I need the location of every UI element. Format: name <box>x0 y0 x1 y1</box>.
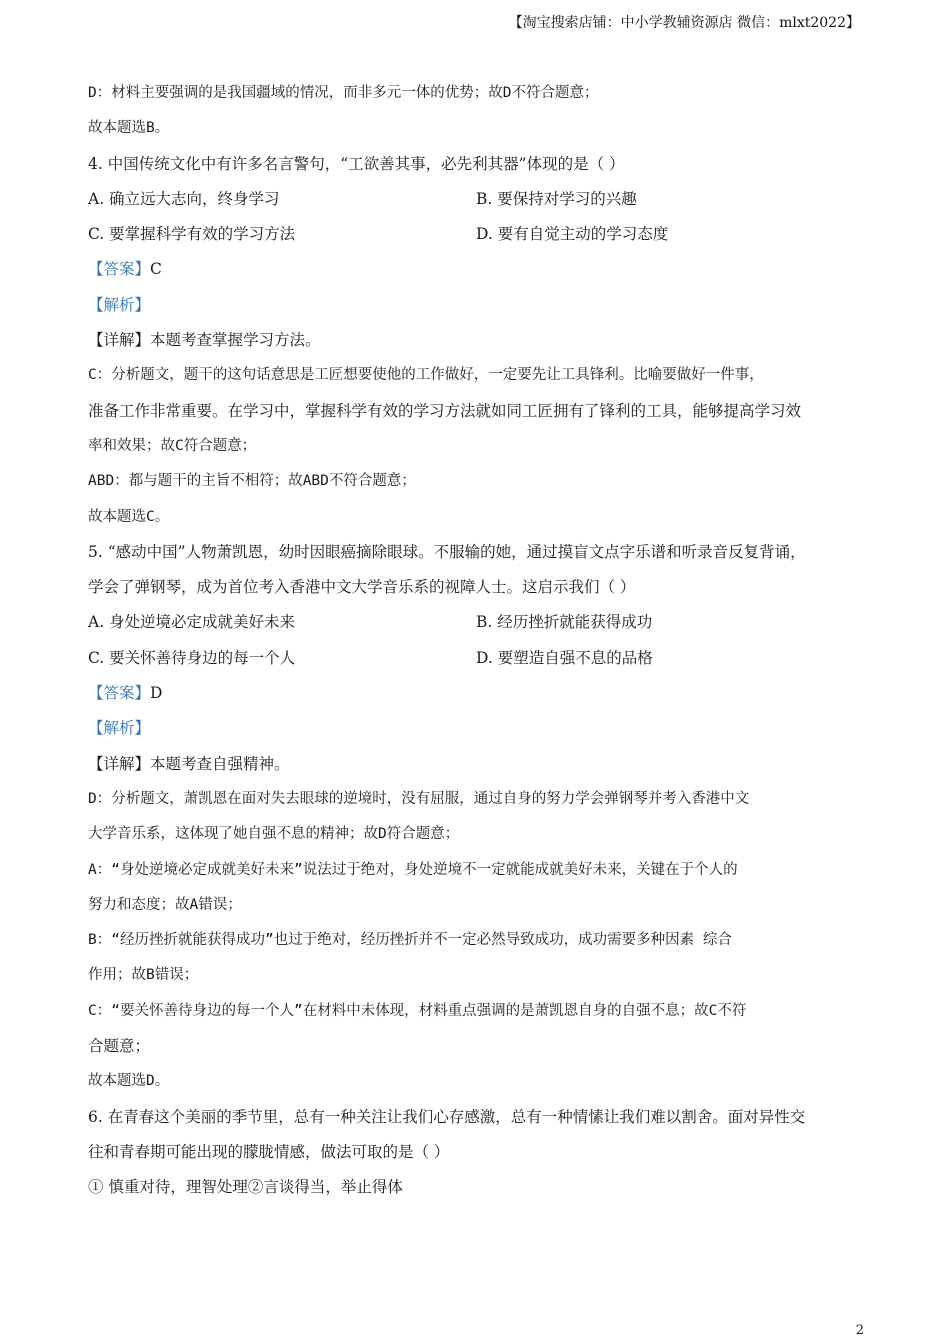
detail-text: 本题考查掌握学习方法。 <box>150 331 321 350</box>
explanation-line: A：“身处逆境必定成就美好未来”说法过于绝对，身处逆境不一定就能成就美好未来，关键在于个人的 <box>88 861 738 878</box>
page-header: 【淘宝搜索店铺：中小学教辅资源店 微信：mlxt2022】 <box>508 15 860 31</box>
answer-line <box>88 676 868 711</box>
option-b: B. 要保持对学习的兴趣 <box>476 189 637 208</box>
text-line: D：材料主要强调的是我国疆域的情况，而非多元一体的优势；故D不符合题意； <box>88 85 599 101</box>
question-5-options-row-2 <box>88 641 868 676</box>
answer-line <box>88 252 868 287</box>
explanation-line: 大学音乐系，这体现了她自强不息的精神；故D符合题意； <box>88 826 460 843</box>
analysis-label: 【解析】 <box>88 719 151 738</box>
detail-line <box>88 747 868 782</box>
explanation-line: C：“要关怀善待身边的每一个人”在材料中未体现，材料重点强调的是萧凯恩自身的自强不息；故C不符 <box>88 1002 747 1019</box>
option-d: D. 要有自觉主动的学习态度 <box>476 225 669 244</box>
question-6-statements: ① 慎重对待，理智处理②言谈得当，举止得体 <box>88 1178 403 1197</box>
question-4-options-row-1 <box>88 182 868 217</box>
option-b: B. 经历挫折就能获得成功 <box>476 613 653 632</box>
answer-value: C <box>150 260 162 279</box>
question-4-stem: 4. 中国传统文化中有许多名言警句，“工欲善其事，必先利其器”体现的是（ ） <box>88 154 625 173</box>
explanation-line: 合题意； <box>88 1037 151 1056</box>
detail-text: 本题考查自强精神。 <box>150 754 290 773</box>
analysis-label: 【解析】 <box>88 295 151 314</box>
explanation-line: ABD：都与题干的主旨不相符；故ABD不符合题意； <box>88 473 416 490</box>
question-5-stem: 学会了弹钢琴，成为首位考入香港中文大学音乐系的视障人士。这启示我们（ ） <box>88 578 636 597</box>
explanation-line: D：分析题文，萧凯恩在面对失去眼球的逆境时，没有屈服，通过自身的努力学会弹钢琴并考入香港中文 <box>88 790 750 807</box>
detail-line <box>88 323 868 358</box>
option-a: A. 身处逆境必定成就美好未来 <box>88 613 296 632</box>
question-6-stem: 往和青春期可能出现的朦胧情感，做法可取的是（ ） <box>88 1142 450 1161</box>
document-body <box>88 76 868 1206</box>
detail-label: 【详解】 <box>88 754 151 773</box>
detail-label: 【详解】 <box>88 331 151 350</box>
explanation-line: C：分析题文，题干的这句话意思是工匠想要使他的工作做好，一定要先让工具锋利。比喻要做好一件事， <box>88 367 764 384</box>
question-5-options-row-1 <box>88 605 868 640</box>
explanation-line: 率和效果；故C符合题意； <box>88 437 257 454</box>
explanation-line: 故本题选D。 <box>88 1073 170 1090</box>
question-4-options-row-2 <box>88 217 868 252</box>
explanation-line: 努力和态度；故A错误； <box>88 896 242 913</box>
explanation-line: 作用；故B错误； <box>88 967 199 984</box>
analysis-line <box>88 711 868 746</box>
answer-label: 【答案】 <box>88 260 151 279</box>
option-c: C. 要掌握科学有效的学习方法 <box>88 225 296 244</box>
explanation-line: 故本题选C。 <box>88 508 170 525</box>
analysis-line <box>88 288 868 323</box>
answer-value: D <box>150 684 163 703</box>
explanation-line: B：“经历挫折就能获得成功”也过于绝对，经历挫折并不一定必然导致成功，成功需要多种因素 综合 <box>88 932 732 949</box>
page-number: 2 <box>855 1323 864 1338</box>
question-6-stem: 6. 在青春这个美丽的季节里，总有一种关注让我们心存感激，总有一种情愫让我们难以割舍。面对异性交 <box>88 1107 806 1126</box>
answer-label: 【答案】 <box>88 684 151 703</box>
option-a: A. 确立远大志向，终身学习 <box>88 189 280 208</box>
explanation-line: 准备工作非常重要。在学习中，掌握科学有效的学习方法就如同工匠拥有了锋利的工具，能够提高学习效 <box>88 401 802 420</box>
option-d: D. 要塑造自强不息的品格 <box>476 648 653 667</box>
question-5-stem: 5. “感动中国”人物萧凯恩，幼时因眼癌摘除眼球。不服输的她，通过摸盲文点字乐谱和听录音反复背诵， <box>88 542 806 561</box>
option-c: C. 要关怀善待身边的每一个人 <box>88 648 296 667</box>
text-line: 故本题选B。 <box>88 120 170 137</box>
